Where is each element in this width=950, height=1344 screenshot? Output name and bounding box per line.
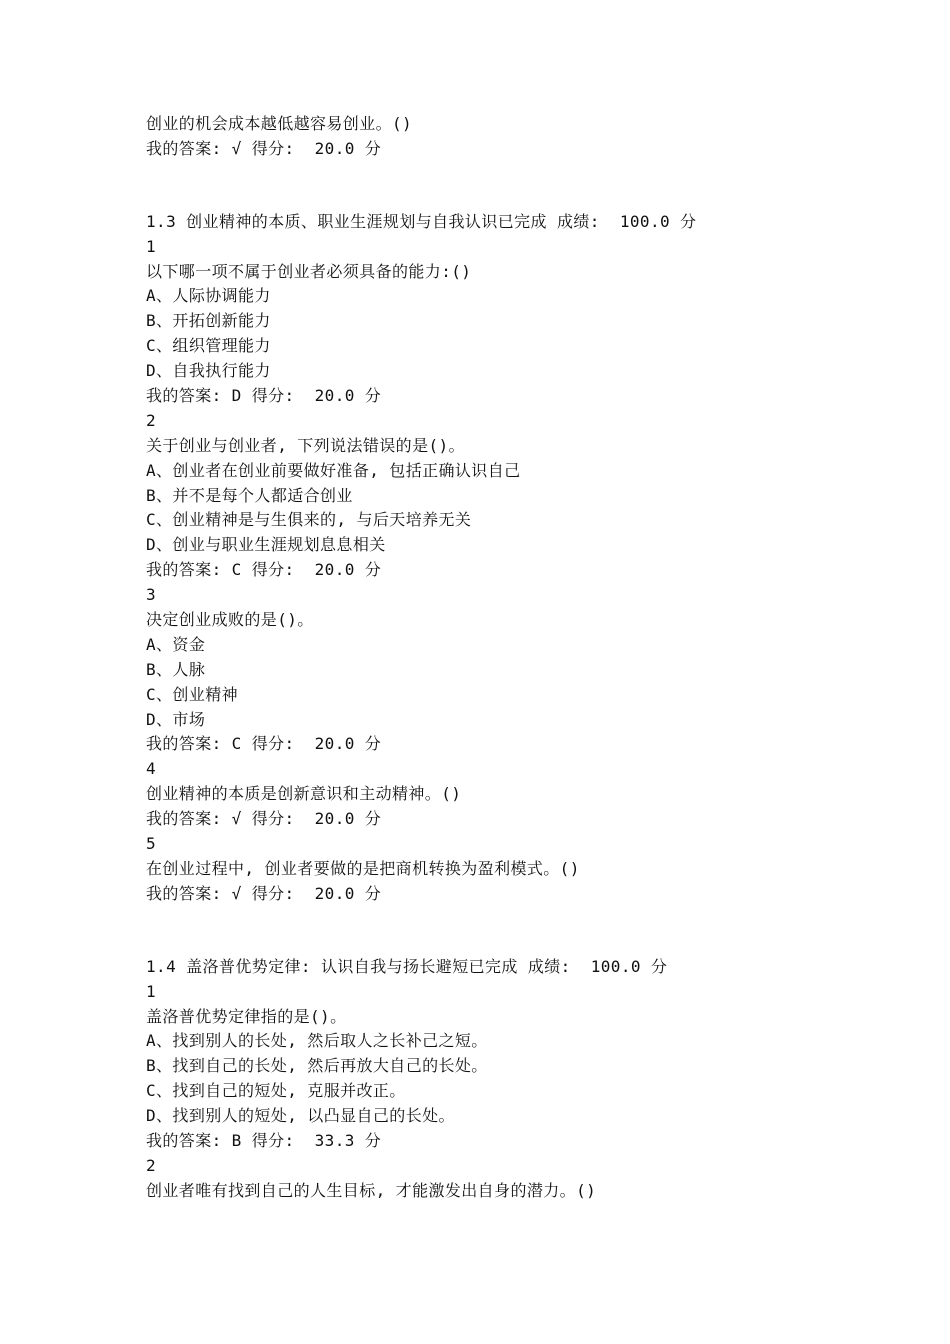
option-c: C、创业精神是与生俱来的, 与后天培养无关 (146, 510, 472, 530)
my-answer: 我的答案: D 得分: 20.0 分 (146, 386, 382, 406)
section-heading: 1.3 创业精神的本质、职业生涯规划与自我认识已完成 成绩: 100.0 分 (146, 211, 697, 231)
option-a: A、创业者在创业前要做好准备, 包括正确认识自己 (146, 460, 521, 480)
question-text: 盖洛普优势定律指的是()。 (146, 1006, 347, 1026)
question-item (146, 1154, 916, 1204)
option-d: D、创业与职业生涯规划息息相关 (146, 535, 386, 555)
intro-answer: 我的答案: √ 得分: 20.0 分 (146, 138, 382, 158)
option-d: D、找到别人的短处, 以凸显自己的长处。 (146, 1106, 455, 1126)
my-answer: 我的答案: C 得分: 20.0 分 (146, 560, 382, 580)
question-number: 2 (146, 410, 157, 430)
option-a: A、找到别人的长处, 然后取人之长补己之短。 (146, 1031, 488, 1051)
question-text: 关于创业与创业者, 下列说法错误的是()。 (146, 435, 465, 455)
question-text: 决定创业成败的是()。 (146, 610, 314, 630)
question-number: 4 (146, 759, 157, 779)
option-a: A、人际协调能力 (146, 286, 271, 306)
option-c: C、找到自己的短处, 克服并改正。 (146, 1081, 406, 1101)
question-item (146, 409, 916, 583)
section-1-3 (146, 210, 916, 907)
question-text: 创业精神的本质是创新意识和主动精神。() (146, 784, 462, 804)
question-number: 1 (146, 236, 157, 256)
question-text: 在创业过程中, 创业者要做的是把商机转换为盈利模式。() (146, 858, 580, 878)
question-number: 3 (146, 585, 157, 605)
option-d: D、市场 (146, 709, 206, 729)
option-a: A、资金 (146, 634, 206, 654)
document-page (146, 112, 916, 1204)
question-number: 2 (146, 1155, 157, 1175)
option-c: C、组织管理能力 (146, 336, 271, 356)
question-number: 1 (146, 981, 157, 1001)
option-d: D、自我执行能力 (146, 361, 271, 381)
question-text: 以下哪一项不属于创业者必须具备的能力:() (146, 261, 472, 281)
question-item (146, 583, 916, 757)
option-c: C、创业精神 (146, 684, 239, 704)
question-item (146, 757, 916, 832)
my-answer: 我的答案: √ 得分: 20.0 分 (146, 809, 382, 829)
section-heading: 1.4 盖洛普优势定律: 认识自我与扬长避短已完成 成绩: 100.0 分 (146, 956, 668, 976)
option-b: B、开拓创新能力 (146, 311, 271, 331)
my-answer: 我的答案: B 得分: 33.3 分 (146, 1130, 382, 1150)
option-b: B、并不是每个人都适合创业 (146, 485, 353, 505)
option-b: B、找到自己的长处, 然后再放大自己的长处。 (146, 1056, 488, 1076)
question-number: 5 (146, 834, 157, 854)
question-text: 创业者唯有找到自己的人生目标, 才能激发出自身的潜力。() (146, 1180, 597, 1200)
intro-question: 创业的机会成本越低越容易创业。() (146, 114, 413, 133)
my-answer: 我的答案: √ 得分: 20.0 分 (146, 883, 382, 903)
question-item (146, 832, 916, 907)
section-1-4 (146, 955, 916, 1204)
question-item (146, 235, 916, 409)
my-answer: 我的答案: C 得分: 20.0 分 (146, 734, 382, 754)
option-b: B、人脉 (146, 659, 206, 679)
question-item (146, 980, 916, 1154)
